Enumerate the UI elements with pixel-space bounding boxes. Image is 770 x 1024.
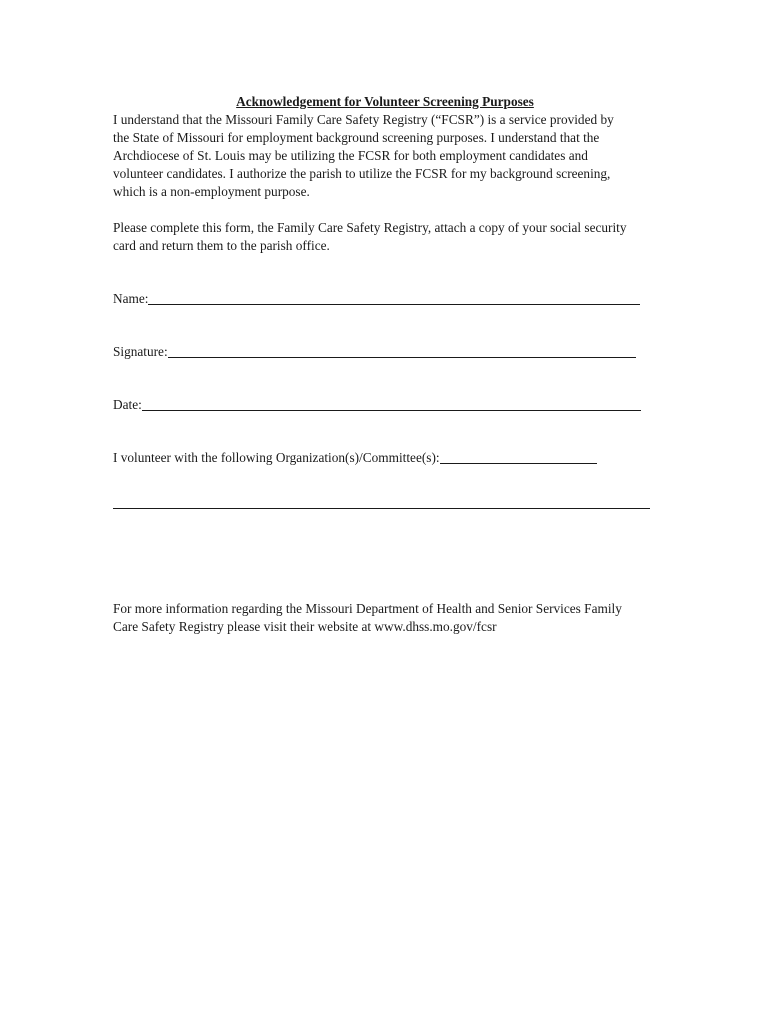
form-content <box>113 93 653 636</box>
authorization-paragraph: I understand that the Missouri Family Care Safety Registry (“FCSR”) is a service provided by the State of Missouri for employment background screening purposes. I understand that the Archdiocese of St. Louis may be utilizing the FCSR for both employment candidates and volunteer candidates. I authorize the parish to utilize the FCSR for my background screening, which is a non-employment purpose. <box>113 112 614 199</box>
organization-continuation-line[interactable] <box>113 507 650 509</box>
organization-blank-line[interactable] <box>440 450 597 464</box>
date-blank-line[interactable] <box>142 397 641 411</box>
signature-label: Signature: <box>113 344 168 359</box>
document-title: Acknowledgement for Volunteer Screening Purposes <box>236 94 534 109</box>
name-blank-line[interactable] <box>148 291 640 305</box>
organization-field <box>113 449 653 467</box>
date-field <box>113 396 653 414</box>
signature-blank-line[interactable] <box>168 344 636 358</box>
name-label: Name: <box>113 291 149 306</box>
instructions-paragraph: Please complete this form, the Family Care Safety Registry, attach a copy of your social security card and return them to the parish office. <box>113 220 627 253</box>
name-field <box>113 290 653 308</box>
signature-field <box>113 343 653 361</box>
date-label: Date: <box>113 397 142 412</box>
organization-label: I volunteer with the following Organization(s)/Committee(s): <box>113 450 440 465</box>
footer-info: For more information regarding the Missouri Department of Health and Senior Services Family Care Safety Registry please visit their website at www.dhss.mo.gov/fcsr <box>113 601 622 634</box>
